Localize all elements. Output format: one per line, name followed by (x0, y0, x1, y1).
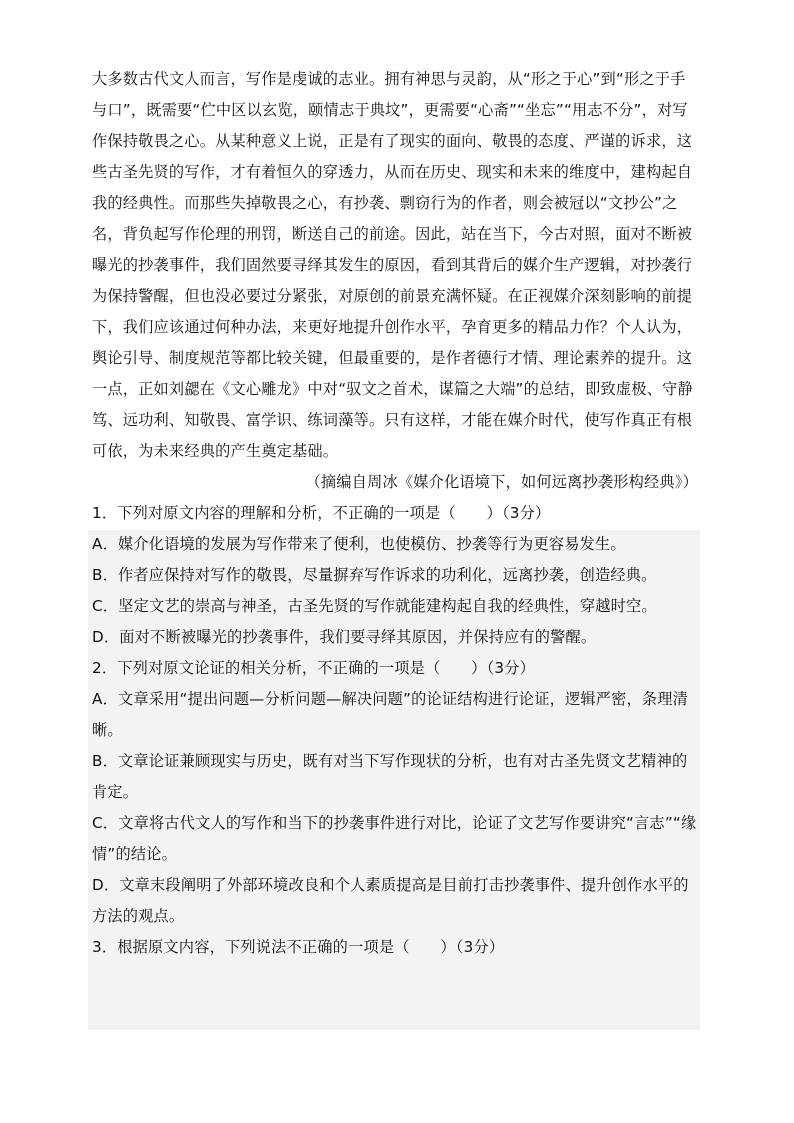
document-content (92, 64, 700, 963)
question-option: C．坚定文艺的崇高与神圣，古圣先贤的写作就能建构起自我的经典性，穿越时空。 (92, 597, 657, 615)
question-option: A．文章采用“提出问题—分析问题—解决问题”的论证结构进行论证，逻辑严密，条理清晰。 (92, 690, 689, 739)
question-3 (92, 932, 700, 963)
question-stem: 1．下列对原文内容的理解和分析，不正确的一项是（ ）（3分） (92, 504, 551, 522)
question-2 (92, 653, 700, 932)
question-1 (92, 498, 700, 653)
passage-paragraph: 大多数古代文人而言，写作是虔诚的志业。拥有神思与灵韵，从“形之于心”到“形之于手与口”，既需要“伫中区以玄览，颐情志于典坟”，更需要“心斋”“坐忘”“用志不分”，对写作保持敬畏之心。从某种意义上说，正是有了现实的面向、敬畏的态度、严谨的诉求，这些古圣先贤的写作，才有着恒久的穿透力，从而在历史、现实和未来的维度中，建构起自我的经典性。而那些失掉敬畏之心，有抄袭、剽窃行为的作者，则会被冠以“文抄公”之名，背负起写作伦理的刑罚，断送自己的前途。因此，站在当下，今古对照，面对不断被曝光的抄袭事件，我们固然要寻绎其发生的原因，看到其背后的媒介生产逻辑，对抄袭行为保持警醒，但也没必要过分紧张，对原创的前景充满怀疑。在正视媒介深刻影响的前提下，我们应该通过何种办法，来更好地提升创作水平，孕育更多的精品力作？个人认为，舆论引导、制度规范等都比较关键，但最重要的，是作者德行才情、理论素养的提升。这一点，正如刘勰在《文心雕龙》中对“驭文之首术，谋篇之大端”的总结，即致虚极、守静笃、远功利、知敬畏、富学识、练词藻等。只有这样，才能在媒介时代，使写作真正有根可依，为未来经典的产生奠定基础。 (92, 70, 693, 460)
question-stem: 3．根据原文内容，下列说法不正确的一项是（ ）（3分） (92, 938, 505, 956)
question-option: D．面对不断被曝光的抄袭事件，我们要寻绎其原因，并保持应有的警醒。 (92, 628, 597, 646)
question-option: A．媒介化语境的发展为写作带来了便利，也使模仿、抄袭等行为更容易发生。 (92, 535, 626, 553)
question-option: B．作者应保持对写作的敬畏，尽量摒弃写作诉求的功利化，远离抄袭，创造经典。 (92, 566, 657, 584)
question-stem: 2．下列对原文论证的相关分析，不正确的一项是（ ）（3分） (92, 659, 535, 677)
question-option: D．文章末段阐明了外部环境改良和个人素质提高是目前打击抄袭事件、提升创作水平的方法的观点。 (92, 876, 689, 925)
question-option: C．文章将古代文人的写作和当下的抄袭事件进行对比，论证了文艺写作要讲究“言志”“缘情”的结论。 (92, 814, 697, 863)
passage-source: （摘编自周冰《媒介化语境下，如何远离抄袭形构经典》） (305, 473, 698, 491)
question-option: B．文章论证兼顾现实与历史，既有对当下写作现状的分析，也有对古圣先贤文艺精神的肯定。 (92, 752, 688, 801)
